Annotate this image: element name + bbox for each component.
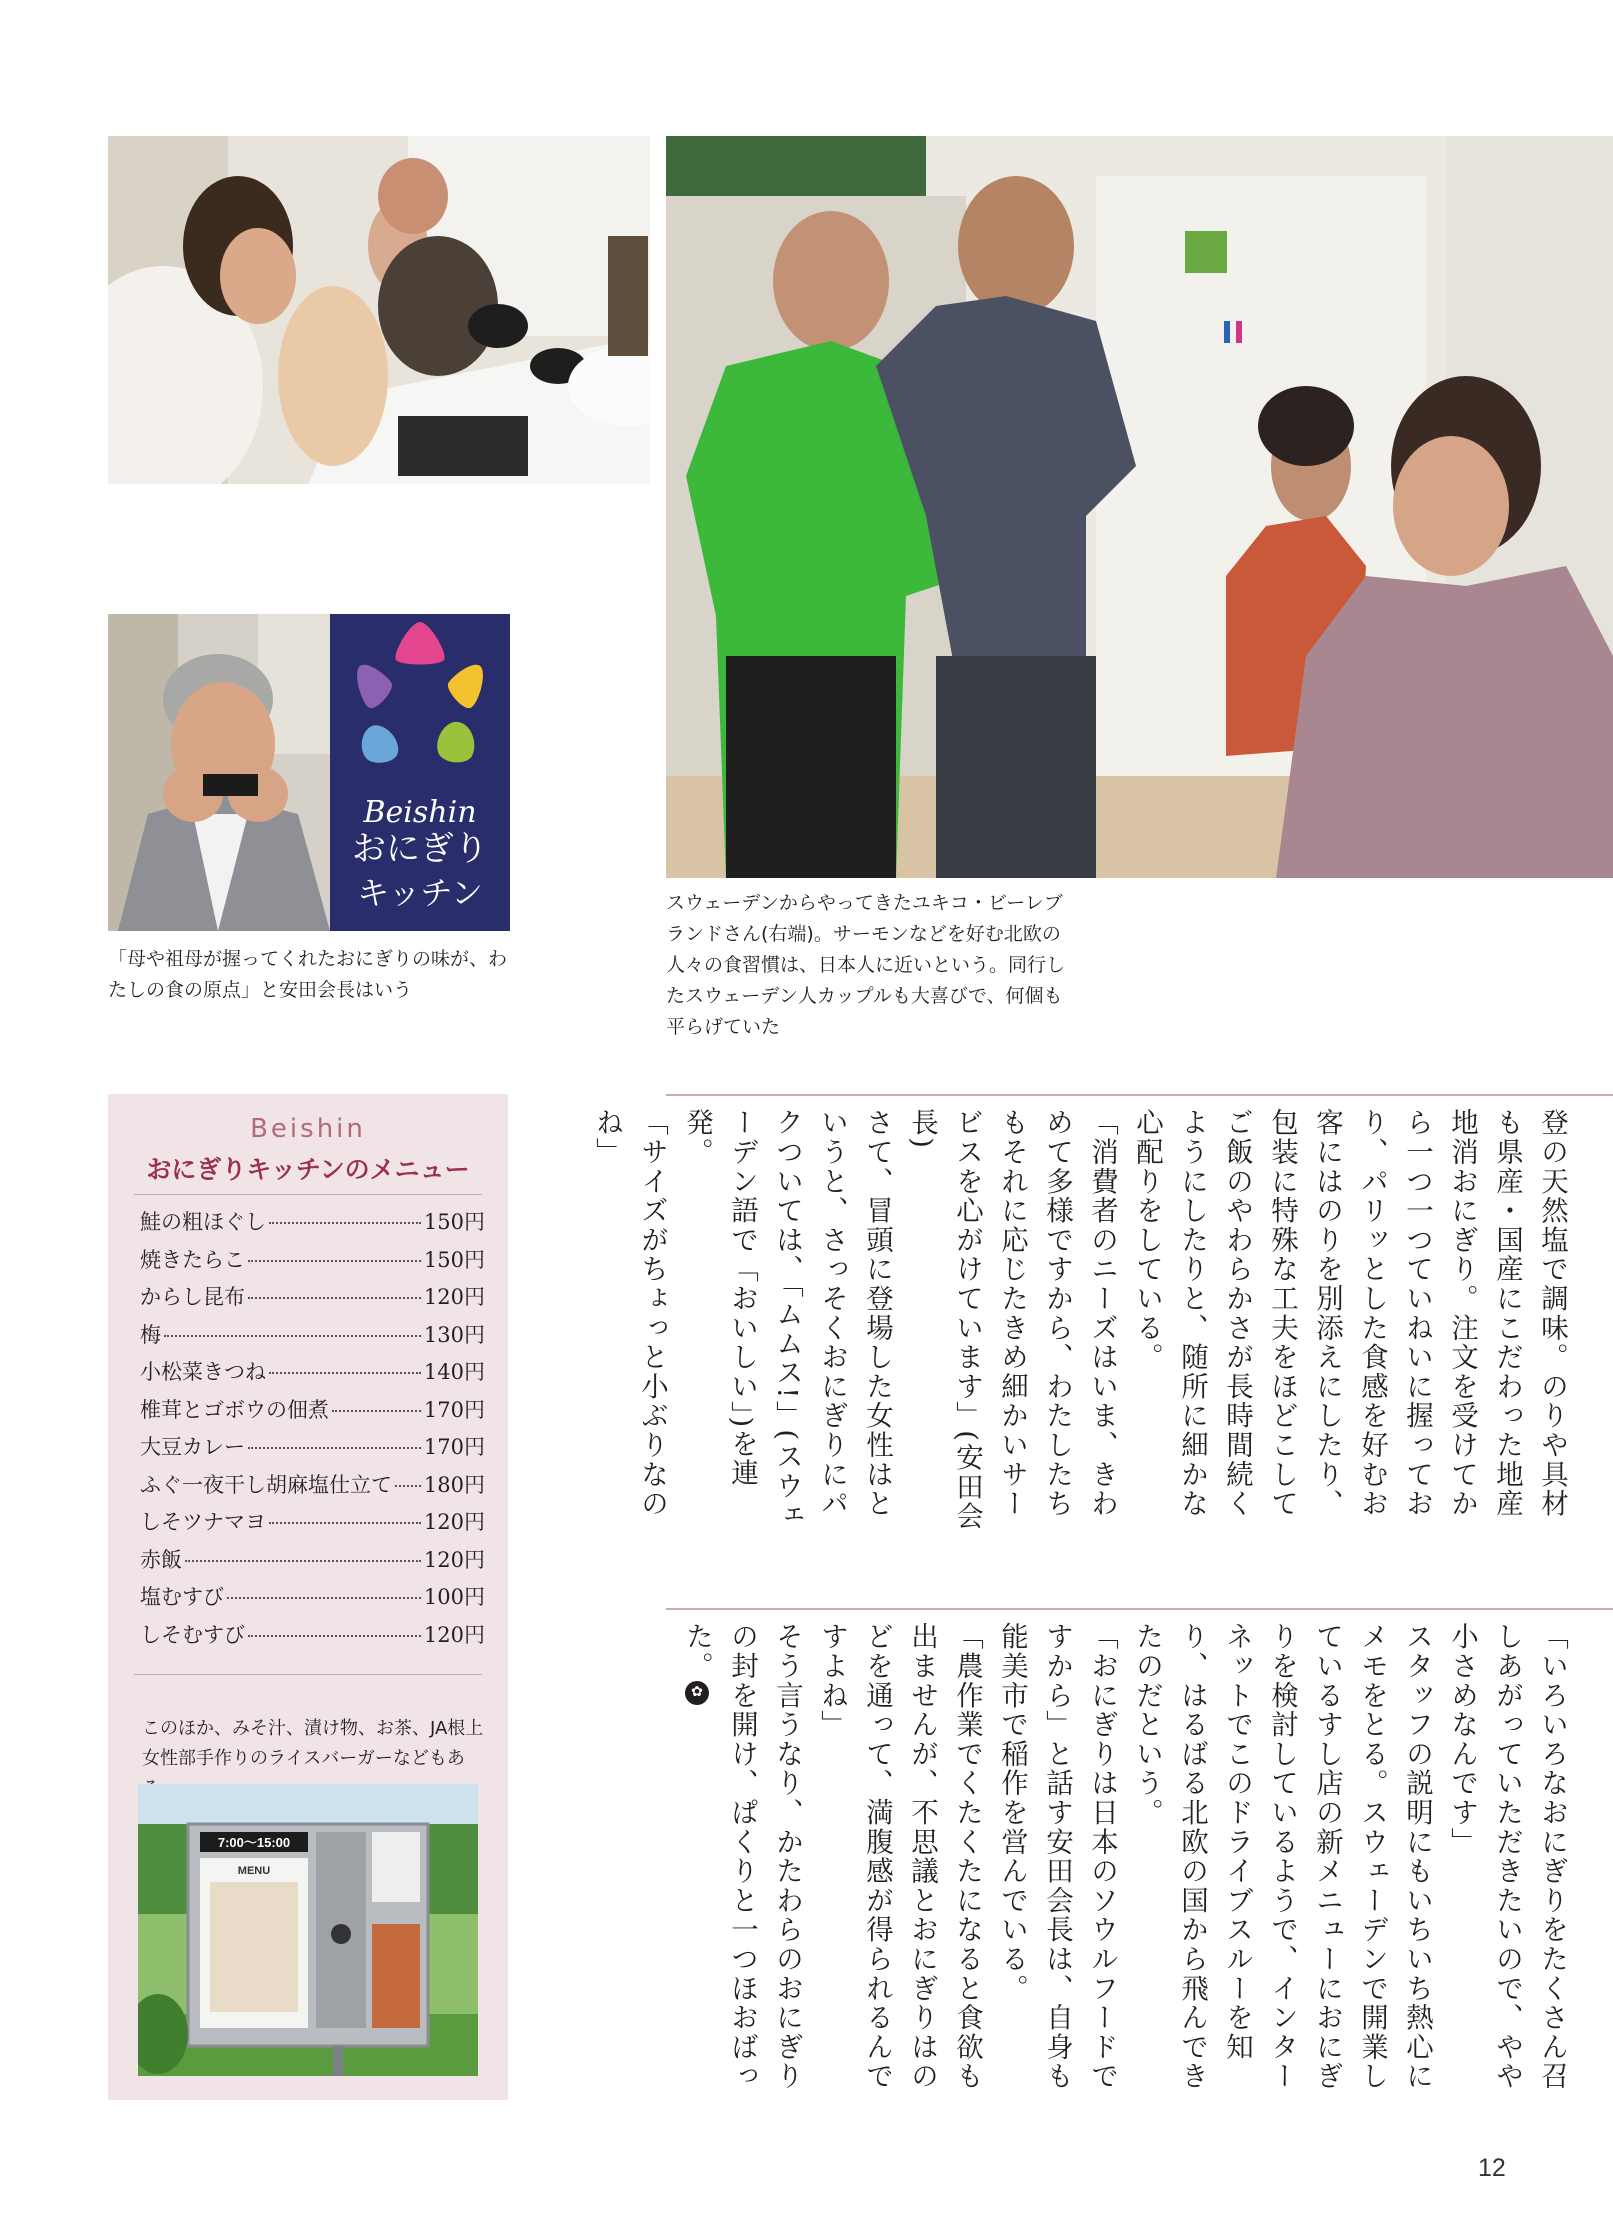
- menu-item-name: しそむすび: [140, 1622, 245, 1647]
- menu-item-leader: [395, 1485, 421, 1487]
- menu-item-leader: [185, 1560, 421, 1562]
- menu-item-name: 鮭の粗ほぐし: [140, 1210, 266, 1234]
- menu-item-leader: [164, 1335, 421, 1337]
- menu-item-name: 焼きたらこ: [140, 1247, 245, 1272]
- menu-item-price: 140円: [423, 1360, 485, 1384]
- menu-item-name: 椎茸とゴボウの佃煮: [140, 1397, 329, 1422]
- menu-item: [140, 1206, 485, 1244]
- menu-item: [140, 1469, 485, 1507]
- menu-item: [140, 1506, 485, 1544]
- caption-swedish-visitors: スウェーデンからやってきたユキコ・ビーレブランドさん(右端)。サーモンなどを好む北欧の人々の食習慣は、日本人に近いという。同行したスウェーデン人カップルも大喜びで、何個も平らげていた: [666, 892, 1066, 1038]
- menu-item: [140, 1319, 485, 1357]
- menu-item-leader: [248, 1260, 421, 1262]
- menu-item-price: 130円: [423, 1322, 485, 1347]
- menu-divider-bottom: [134, 1674, 482, 1675]
- article-paragraph: 「おにぎりは日本のソウルフードですから」と話す安田会長は、自身も能美市で稲作を営んでいる。: [996, 1622, 1118, 2091]
- menu-box: [108, 1094, 508, 2100]
- menu-item-name: 大豆カレー: [140, 1435, 245, 1459]
- article-paragraph: 「サイズがちょっと小ぶりなのね」: [591, 1108, 668, 1519]
- menu-item-name: ふぐ一夜干し胡麻塩仕立て: [140, 1472, 392, 1497]
- menu-item-price: 120円: [423, 1510, 485, 1534]
- menu-item-leader: [248, 1447, 421, 1449]
- menu-item: [140, 1356, 485, 1394]
- menu-item-name: からし昆布: [140, 1285, 245, 1309]
- menu-item-leader: [248, 1635, 421, 1637]
- menu-item-price: 100円: [423, 1585, 485, 1609]
- menu-item-price: 120円: [423, 1622, 485, 1647]
- menu-note: このほか、みそ汁、漬け物、お茶、JA根上女性部手作りのライスバーガーなどもあ: [142, 1718, 484, 1769]
- menu-item: [140, 1281, 485, 1319]
- menu-item: [140, 1619, 485, 1657]
- photo-chairman-eating: [108, 614, 330, 931]
- logo-line1: おにぎり: [352, 829, 488, 869]
- menu-item: [140, 1244, 485, 1282]
- menu-item: [140, 1394, 485, 1432]
- menu-list: [140, 1206, 485, 1656]
- article-paragraph: 「農作業でくたくたになると食欲も出ませんが、不思議とおにぎりはのどを通って、満腹感が得られるんですよね」: [816, 1622, 983, 2091]
- logo-brand: Beishin: [363, 795, 477, 830]
- menu-item-price: 170円: [423, 1435, 485, 1459]
- menu-item-leader: [332, 1410, 421, 1412]
- article-upper-block: [591, 1108, 1574, 1536]
- menu-brand: Beishin: [250, 1114, 366, 1144]
- beishin-onigiri-kitchen-logo: [330, 614, 510, 931]
- article-paragraph: 「消費者のニーズはいま、きわめて多様ですから、わたしたちもそれに応じたきめ細かいサービスを心がけています」(安田会長): [906, 1108, 1118, 1531]
- menu-item-name: 塩むすび: [140, 1585, 224, 1609]
- menu-item-name: 小松菜きつね: [140, 1360, 266, 1384]
- menu-item-price: 120円: [423, 1285, 485, 1309]
- menu-item-name: しそツナマヨ: [140, 1510, 266, 1534]
- menu-item: [140, 1544, 485, 1582]
- menu-item-name: 梅: [140, 1322, 161, 1347]
- article-paragraph: さて、冒頭に登場した女性はというと、さっそくおにぎりにパクついては、「ムムス!」(スウェーデン語で「おいしい」)を連発。: [681, 1108, 893, 1530]
- caption-chairman: 「母や祖母が握ってくれたおにぎりの味が、わたしの食の原点」と安田会長はいう: [108, 948, 508, 1001]
- menu-heading: おにぎりキッチンのメニュー: [146, 1155, 470, 1184]
- photo-drive-through-sign: [138, 1784, 478, 2076]
- photo-family-eating: [108, 136, 650, 484]
- menu-divider-top: [134, 1194, 482, 1195]
- article-paragraph: そう言うなり、かたわらのおにぎりの封を開け、ぱくりと一つほおばった。: [681, 1622, 803, 2091]
- article-paragraph: 登の天然塩で調味。のりや具材も県産・国産にこだわった地産地消おにぎり。注文を受けてから一つ一つていねいに握っており、パリッとした食感を好むお客にはのりを別添えにしたり、包装に特殊な工夫をほどこしてご飯のやわらかさが長時間続くようにしたりと、随所に細かな心配りをしている。: [1131, 1108, 1568, 1519]
- photo-group-eating: [666, 136, 1613, 878]
- sign-hours: 7:00～15:00: [217, 1835, 291, 1850]
- menu-item-price: 180円: [423, 1472, 485, 1497]
- page-number: 12: [1478, 2154, 1506, 2182]
- article-rule-top: [666, 1094, 1613, 1096]
- article-paragraph: 「いろいろなおにぎりをたくさん召しあがっていただきたいので、やや小さめなんです」: [1446, 1622, 1568, 2091]
- menu-item-leader: [269, 1522, 421, 1524]
- article-rule-middle: [666, 1608, 1613, 1610]
- end-mark-icon: ✿: [685, 1681, 709, 1705]
- menu-item-leader: [269, 1222, 421, 1224]
- menu-item: [140, 1581, 485, 1619]
- menu-item: [140, 1431, 485, 1469]
- menu-item-price: 150円: [423, 1247, 485, 1272]
- menu-item-price: 120円: [423, 1547, 485, 1572]
- menu-item-leader: [227, 1597, 421, 1599]
- article-lower-block: [666, 1622, 1574, 2102]
- sign-menu-label: MENU: [237, 1865, 271, 1877]
- article-paragraph: スタッフの説明にもいちいち熱心にメモをとる。スウェーデンで開業しているすし店の新メニューにおにぎりを検討しているようで、インターネットでこのドライブスルーを知り、はるばる北欧の国から飛んできたのだという。: [1131, 1622, 1433, 2091]
- logo-line2: キッチン: [357, 874, 483, 912]
- menu-item-price: 170円: [423, 1397, 485, 1422]
- menu-item-leader: [269, 1372, 421, 1374]
- menu-item-name: 赤飯: [140, 1547, 182, 1572]
- menu-item-price: 150円: [423, 1210, 485, 1234]
- menu-item-leader: [248, 1297, 421, 1299]
